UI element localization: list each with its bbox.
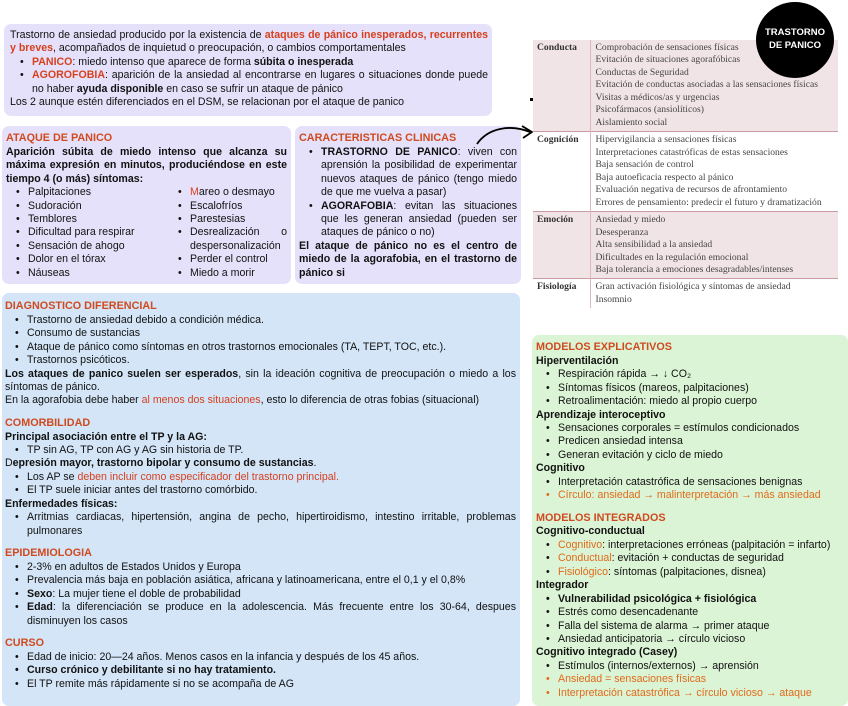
diag-esperados: Los ataques de panico suelen ser esperados, sin la ideación cognitiva de preocupación o miedo a los síntomas de pánico. — [5, 367, 516, 393]
list-item: • Trastorno de ansiedad debido a condición médica. — [5, 314, 516, 327]
diag-list — [5, 314, 516, 368]
list-item: • Fisiológico: síntomas (palpitaciones, disnea) — [536, 566, 844, 579]
cc-list — [536, 539, 844, 579]
list-item: • Retroalimentación: miedo al propio cuerpo — [536, 395, 844, 408]
diag-agorafobia: En la agorafobia debe haber al menos dos situaciones, esto lo diferencia de otras fobias (situacional) — [5, 394, 480, 407]
list-item: • PANICO: miedo intenso que aparece de forma súbita o inesperada — [10, 56, 488, 69]
list-item: • Temblores — [6, 213, 176, 226]
list-item: • Predicen ansiedad intensa — [536, 435, 844, 448]
list-item: • Sensaciones corporales = estímulos condicionados — [536, 422, 844, 435]
list-item: • AGOROFOBIA: aparición de la ansiedad al encontrarse en lugares o situaciones donde puede no haber ayuda disponible en caso se sufrir un ataque de pánico — [10, 69, 488, 96]
cc-heading: Cognitivo-conductual — [536, 525, 645, 538]
cog-list — [536, 476, 844, 503]
list-item: • Prevalencia más baja en población asiática, africana y latinoamericana, entre el 0,1 y el 0,8% — [5, 574, 516, 587]
list-item: • Sexo: La mujer tiene el doble de probabilidad — [5, 588, 516, 601]
comorb-depresion: Depresión mayor, trastorno bipolar y consumo de sustancias. — [5, 457, 317, 470]
list-item: • Parestesias — [168, 213, 287, 226]
comorb-enf: Enfermedades físicas: — [5, 497, 118, 510]
list-item: • Estrés como desencadenante — [536, 606, 844, 619]
diagnostico-box — [2, 293, 520, 706]
apr-list — [536, 422, 844, 462]
symptom-list-1 — [6, 186, 176, 280]
list-item: • Curso crónico y debilitante si no hay tratamiento. — [5, 664, 516, 677]
list-item: • Falla del sistema de alarma → primer ataque — [536, 620, 844, 633]
list-item: • Cognitivo: interpretaciones erróneas (palpitación = infarto) — [536, 539, 844, 552]
intro-paragraph: Trastorno de ansiedad producido por la existencia de ataques de pánico inesperados, recurrentes y breves, acompañados de inquietud o preocupación, o cambios comportamentales — [10, 29, 489, 55]
table-items: Gran activación fisiológica y síntomas de ansiedad Insomnio — [590, 279, 838, 308]
list-item: • Desrealización o despersonalización — [168, 226, 287, 253]
dot-mark — [530, 98, 533, 101]
list-item: • TRASTORNO DE PANICO: viven con aprensión la posibilidad de experimentar nuevos ataques de pánico (tengo miedo de que me vuelva a pasar) — [299, 146, 517, 200]
ataque-box — [2, 126, 291, 284]
caract-list — [299, 146, 517, 240]
list-item: • Dificultad para respirar — [6, 226, 176, 239]
list-item: • Sudoración — [6, 200, 176, 213]
modelos-title: MODELOS EXPLICATIVOS — [536, 341, 672, 353]
list-item: • AGORAFOBIA: evitan las situaciones que les generan ansiedad (pueden ser ataques de pánico o no) — [299, 200, 517, 240]
list-item: • Respiración rápida → ↓ CO₂ — [536, 368, 844, 381]
table-row — [533, 279, 838, 308]
int-list — [536, 593, 844, 647]
list-item: • Generan evitación y ciclo de miedo — [536, 449, 844, 462]
list-item: • Síntomas físicos (mareos, palpitaciones) — [536, 382, 844, 395]
list-item: • El TP remite más rápidamente si no se acompaña de AG — [5, 678, 516, 691]
list-item: • Interpretación catastrófica de sensaciones benignas — [536, 476, 844, 489]
list-item: • Los AP se deben incluir como especificador del trastorno principal. — [5, 471, 516, 484]
comorb-assoc: Principal asociación entre el TP y la AG: — [5, 430, 207, 443]
list-item: • Ansiedad = sensaciones físicas — [536, 673, 844, 686]
symptom-table — [533, 40, 838, 308]
ataque-desc: Aparición súbita de miedo intenso que alcanza su máxima expresión en minutos, produciéndose en este tiempo 4 (o más) síntomas: — [6, 145, 287, 185]
list-item: • Trastornos psicóticos. — [5, 354, 516, 367]
int-heading: Integrador — [536, 579, 589, 592]
table-items: Ansiedad y miedo Desesperanza Alta sensibilidad a la ansiedad Dificultades en la regulación emocional Baja tolerancia a emociones desagradables/intenses — [590, 212, 838, 279]
epi-list — [5, 561, 516, 628]
table-category: Fisiología — [533, 279, 590, 308]
list-item: • Miedo a morir — [168, 267, 287, 280]
integrados-title: MODELOS INTEGRADOS — [536, 511, 666, 524]
intro-box — [4, 24, 492, 116]
list-item: • Consumo de sustancias — [5, 327, 516, 340]
symptom-list-2 — [168, 186, 287, 280]
casey-list — [536, 660, 844, 700]
intro-last: Los 2 aunque estén diferenciados en el DSM, se relacionan por el ataque de panico — [10, 96, 405, 109]
hiper-heading: Hiperventilación — [536, 354, 619, 367]
list-item: • El TP suele iniciar antes del trastorno comórbido. — [5, 484, 516, 497]
table-items: Hipervigilancia a sensaciones físicas Interpretaciones catastróficas de estas sensaciones Baja sensación de control Baja autoeficacia respecto al pánico Evaluación negativa de recursos de afrontamiento Errores de pensamiento: predecir el futuro y dramatización — [590, 132, 838, 212]
table-row — [533, 132, 838, 212]
list-item: • Ansiedad anticipatoria → círculo vicioso — [536, 633, 844, 646]
list-item: • Escalofríos — [168, 200, 287, 213]
list-item: • 2-3% en adultos de Estados Unidos y Europa — [5, 561, 516, 574]
casey-heading: Cognitivo integrado (Casey) — [536, 646, 678, 659]
table-category: Cognición — [533, 132, 590, 212]
list-item: • Dolor en el tórax — [6, 253, 176, 266]
ataque-title: ATAQUE DE PANICO — [6, 132, 113, 144]
comorb-title: COMORBILIDAD — [5, 416, 91, 429]
list-item: • Conductual: evitación + conductas de seguridad — [536, 552, 844, 565]
list-item: • Perder el control — [168, 253, 287, 266]
list-item: • Palpitaciones — [6, 186, 176, 199]
list-item: • Estímulos (internos/externos) → aprensión — [536, 660, 844, 673]
list-item: • Arritmias cardiacas, hipertensión, angina de pecho, hipertiroidismo, intestino irritable, problemas pulmonares — [5, 511, 516, 538]
list-item: • Náuseas — [6, 267, 176, 280]
list-item: • Círculo: ansiedad → malinterpretación → más ansiedad — [536, 489, 844, 502]
table-row — [533, 212, 838, 279]
modelos-box — [532, 335, 848, 706]
symptom-columns — [6, 186, 287, 280]
hiper-list — [536, 368, 844, 408]
list-item: • Vulnerabilidad psicológica + fisiológica — [536, 593, 844, 606]
curved-arrow-icon — [474, 122, 536, 148]
cog-heading: Cognitivo — [536, 462, 585, 475]
comorb-list-1 — [5, 444, 516, 457]
curso-list — [5, 651, 516, 691]
table-category: Conducta — [537, 42, 577, 53]
caracteristicas-box — [295, 126, 521, 284]
comorb-list-2 — [5, 471, 516, 498]
diag-title: DIAGNOSTICO DIFERENCIAL — [5, 300, 157, 312]
epi-title: EPIDEMIOLOGIA — [5, 547, 92, 560]
list-item: • Edad de inicio: 20—24 años. Menos casos en la infancia y después de los 45 años. — [5, 651, 516, 664]
caract-title: CARACTERISTICAS CLINICAS — [299, 132, 457, 144]
apr-heading: Aprendizaje interoceptivo — [536, 408, 666, 421]
intro-list — [10, 56, 488, 96]
title-badge: TRASTORNO DE PANICO — [756, 2, 834, 78]
curso-title: CURSO — [5, 637, 44, 650]
comorb-list-3 — [5, 511, 516, 538]
caract-conclusion: El ataque de pánico no es el centro de miedo de la agorafobia, en el trastorno de pánico si — [299, 239, 517, 279]
list-item: • Sensación de ahogo — [6, 240, 176, 253]
list-item: • Interpretación catastrófica → círculo vicioso → ataque — [536, 687, 844, 700]
table-category: Emoción — [533, 212, 590, 279]
table-items: Comprobación de sensaciones físicas Evitación de situaciones agorafóbicas Conductas de Seguridad Evitación de conductas asociadas a las sensaciones físicas Visitas a médicos/as y urgencias Psicofármacos (ansiolíticos) Aislamiento social — [590, 40, 838, 132]
list-item: • Ataque de pánico como síntomas en otros trastornos emocionales (TA, TEPT, TOC, etc.). — [5, 341, 516, 354]
list-item: • Mareo o desmayo — [168, 186, 287, 199]
list-item: • Edad: la diferenciación se produce en la adolescencia. Más frecuente entre los 30-64, despues disminuyen los casos — [5, 601, 516, 628]
list-item: • TP sin AG, TP con AG y AG sin historia de TP. — [5, 444, 516, 457]
